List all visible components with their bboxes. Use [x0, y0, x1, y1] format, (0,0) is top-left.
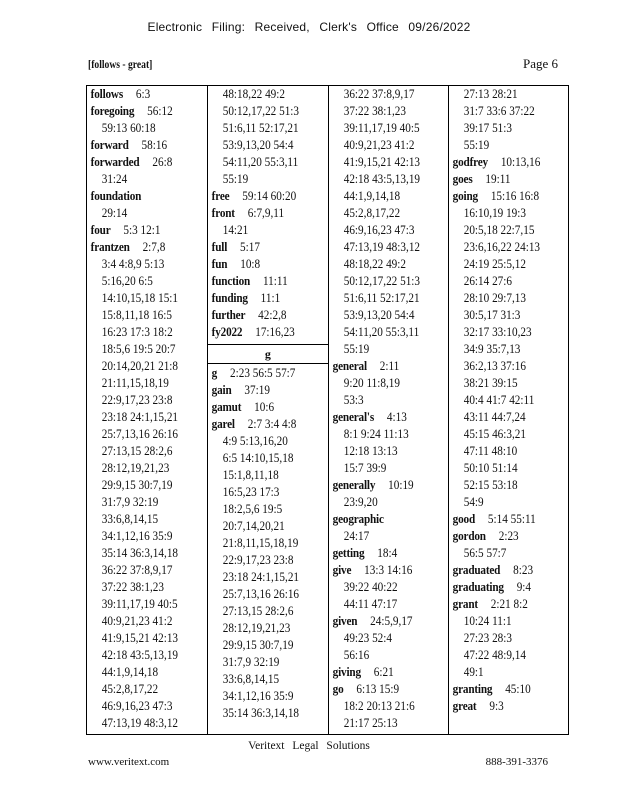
- index-entry: [329, 664, 439, 681]
- index-entry: [449, 681, 559, 698]
- index-references-continued: 44:11 47:17: [343, 597, 397, 611]
- index-references-continued: 6:5 14:10,15,18: [222, 451, 294, 465]
- index-references: 4:13: [386, 410, 407, 424]
- index-references: 5:17: [240, 240, 261, 254]
- index-references-continued: 29:9,15 30:7,19: [101, 478, 173, 492]
- index-references-continued: 33:6,8,14,15: [101, 512, 159, 526]
- index-word: given: [332, 614, 357, 628]
- index-word: fy2022: [211, 325, 243, 339]
- index-references: 26:8: [152, 155, 173, 169]
- index-word: gain: [211, 383, 232, 397]
- index-references-continued: 54:9: [463, 495, 484, 509]
- index-references: 5:14 55:11: [487, 512, 536, 526]
- index-references-continued: 48:18,22 49:2: [343, 257, 406, 271]
- index-entry: [208, 382, 318, 399]
- index-word: great: [452, 699, 477, 713]
- index-references-continued: 24:17: [343, 529, 369, 543]
- index-entry: [208, 324, 318, 341]
- index-word: full: [211, 240, 228, 254]
- index-references-continued: 55:19: [463, 138, 490, 152]
- index-references-continued: 18:2 20:13 21:6: [343, 699, 415, 713]
- index-references-continued: 47:13,19 48:3,12: [343, 240, 420, 254]
- index-references: 56:12: [147, 104, 173, 118]
- index-references-continued: 47:13,19 48:3,12: [101, 716, 179, 730]
- index-references: 18:4: [376, 546, 397, 560]
- index-references-continued: 51:6,11 52:17,21: [343, 291, 420, 305]
- index-references: 11:1: [260, 291, 281, 305]
- index-references-continued: 27:23 28:3: [463, 631, 512, 645]
- index-entry: [329, 511, 439, 528]
- index-word: further: [211, 308, 246, 322]
- index-references-continued: 50:10 51:14: [463, 461, 518, 475]
- index-references-continued: 44:1,9,14,18: [101, 665, 159, 679]
- index-references-continued: 23:18 24:1,15,21: [101, 410, 179, 424]
- index-word: getting: [332, 546, 364, 560]
- index-references: 6:21: [373, 665, 394, 679]
- index-references-continued: 21:8,11,15,18,19: [222, 536, 299, 550]
- index-references: 59:14 60:20: [242, 189, 297, 203]
- index-references-continued: 36:22 37:8,9,17: [101, 563, 173, 577]
- word-index-grid: [86, 85, 569, 735]
- index-word: going: [452, 189, 478, 203]
- index-references-continued: 50:12,17,22 51:3: [222, 104, 300, 118]
- index-references-continued: 54:11,20 55:3,11: [343, 325, 419, 339]
- index-entry: [449, 171, 559, 188]
- index-entry: [87, 103, 198, 120]
- index-entry: [449, 596, 559, 613]
- index-references-continued: 35:14 36:3,14,18: [101, 546, 179, 560]
- index-references-continued: 10:24 11:1: [463, 614, 512, 628]
- index-references-continued: 20:5,18 22:7,15: [463, 223, 535, 237]
- index-entry: [87, 239, 198, 256]
- index-references-continued: 53:3: [343, 393, 364, 407]
- index-references-continued: 3:4 4:8,9 5:13: [101, 257, 165, 271]
- index-references-continued: 31:7,9 32:19: [101, 495, 159, 509]
- index-references-continued: 21:11,15,18,19: [101, 376, 169, 390]
- index-references: 2:23: [498, 529, 519, 543]
- index-references-continued: 29:14: [101, 206, 128, 220]
- index-references-continued: 28:12,19,21,23: [222, 621, 291, 635]
- index-references-continued: 34:9 35:7,13: [463, 342, 521, 356]
- index-references: 6:13 15:9: [355, 682, 399, 696]
- index-entry: [329, 562, 439, 579]
- index-word: general's: [332, 410, 374, 424]
- index-word: front: [211, 206, 236, 220]
- index-references: 2:21 8:2: [490, 597, 528, 611]
- index-references-continued: 33:6,8,14,15: [222, 672, 280, 686]
- index-references: 58:16: [141, 138, 168, 152]
- index-references: 37:19: [244, 383, 271, 397]
- index-references: 10:13,16: [500, 155, 541, 169]
- index-references-continued: 37:22 38:1,23: [101, 580, 165, 594]
- index-word: free: [211, 189, 230, 203]
- index-entry: [208, 239, 318, 256]
- index-references-continued: 14:21: [222, 223, 249, 237]
- index-word: goes: [452, 172, 473, 186]
- index-references: 6:3: [135, 87, 151, 101]
- index-entry: [208, 307, 318, 324]
- index-references-continued: 45:2,8,17,22: [101, 682, 159, 696]
- index-word: foregoing: [90, 104, 135, 118]
- index-references-continued: 20:7,14,20,21: [222, 519, 285, 533]
- index-references-continued: 39:11,17,19 40:5: [343, 121, 420, 135]
- index-entry: [208, 256, 318, 273]
- index-references-continued: 29:9,15 30:7,19: [222, 638, 294, 652]
- index-references-continued: 54:11,20 55:3,11: [222, 155, 299, 169]
- index-references: 42:2,8: [258, 308, 287, 322]
- index-word: godfrey: [452, 155, 488, 169]
- index-column-2: [207, 86, 327, 734]
- index-references-continued: 5:16,20 6:5: [101, 274, 153, 288]
- index-word: function: [211, 274, 251, 288]
- index-references-continued: 22:9,17,23 23:8: [101, 393, 173, 407]
- footer-website: www.veritext.com: [88, 756, 170, 768]
- index-word: graduating: [452, 580, 504, 594]
- index-references: 13:3 14:16: [363, 563, 412, 577]
- index-word: go: [332, 682, 344, 696]
- letter-section-header: g: [208, 344, 327, 364]
- index-references-continued: 4:9 5:13,16,20: [222, 434, 289, 448]
- index-entry: [449, 698, 559, 715]
- index-entry: [449, 579, 559, 596]
- index-references-continued: 36:2,13 37:16: [463, 359, 526, 373]
- index-references-continued: 55:19: [343, 342, 369, 356]
- index-references-continued: 53:9,13,20 54:4: [222, 138, 294, 152]
- index-references-continued: 38:21 39:15: [463, 376, 518, 390]
- index-references-continued: 53:9,13,20 54:4: [343, 308, 414, 322]
- index-word: good: [452, 512, 475, 526]
- index-references-continued: 41:9,15,21 42:13: [343, 155, 420, 169]
- index-references-continued: 21:17 25:13: [343, 716, 398, 730]
- index-entry: [329, 358, 439, 375]
- index-entry: [208, 416, 318, 433]
- index-references: 19:11: [485, 172, 511, 186]
- index-entry: [449, 154, 559, 171]
- index-word: foundation: [90, 189, 142, 203]
- index-references-continued: 42:18 43:5,13,19: [343, 172, 420, 186]
- index-word: granting: [452, 682, 493, 696]
- index-entry: [208, 205, 318, 222]
- index-word: forward: [90, 138, 129, 152]
- index-entry: [329, 545, 439, 562]
- index-word: four: [90, 223, 111, 237]
- index-references-continued: 16:10,19 19:3: [463, 206, 526, 220]
- index-entry: [208, 188, 318, 205]
- index-references-continued: 42:18 43:5,13,19: [101, 648, 179, 662]
- index-references-continued: 16:5,23 17:3: [222, 485, 280, 499]
- index-references-continued: 45:15 46:3,21: [463, 427, 526, 441]
- index-references-continued: 18:5,6 19:5 20:7: [101, 342, 176, 356]
- index-entry: [208, 399, 318, 416]
- index-column-1: [87, 86, 207, 734]
- index-references-continued: 22:9,17,23 23:8: [222, 553, 294, 567]
- index-references-continued: 25:7,13,16 26:16: [101, 427, 179, 441]
- index-references-continued: 25:7,13,16 26:16: [222, 587, 300, 601]
- index-word: funding: [211, 291, 249, 305]
- index-word: fun: [211, 257, 228, 271]
- index-references-continued: 14:10,15,18 15:1: [101, 291, 179, 305]
- footer-phone: 888-391-3376: [485, 756, 548, 768]
- filing-stamp: Electronic Filing: Received, Clerk's Office 09/26/2022: [147, 20, 471, 34]
- index-references-continued: 43:11 44:7,24: [463, 410, 526, 424]
- index-references-continued: 40:9,21,23 41:2: [343, 138, 414, 152]
- index-references-continued: 31:24: [101, 172, 128, 186]
- index-entry: [329, 613, 439, 630]
- index-references-continued: 27:13 28:21: [463, 87, 518, 101]
- index-entry: [208, 365, 318, 382]
- index-references-continued: 47:22 48:9,14: [463, 648, 526, 662]
- index-references: 9:4: [516, 580, 531, 594]
- index-word: general: [332, 359, 367, 373]
- index-entry: [449, 188, 559, 205]
- index-references-continued: 27:13,15 28:2,6: [222, 604, 294, 618]
- index-entry: [449, 511, 559, 528]
- page-number: Page 6: [522, 56, 558, 71]
- index-entry: [449, 528, 559, 545]
- footer-company: Veritext Legal Solutions: [248, 740, 370, 752]
- index-references-continued: 12:18 13:13: [343, 444, 398, 458]
- index-word: g: [211, 366, 218, 380]
- index-references-continued: 45:2,8,17,22: [343, 206, 400, 220]
- index-references-continued: 46:9,16,23 47:3: [343, 223, 414, 237]
- index-references: 15:16 16:8: [490, 189, 539, 203]
- index-entry: [87, 222, 198, 239]
- index-references-continued: 31:7 33:6 37:22: [463, 104, 535, 118]
- index-word: geographic: [332, 512, 384, 526]
- index-references-continued: 39:17 51:3: [463, 121, 512, 135]
- index-references-continued: 28:10 29:7,13: [463, 291, 526, 305]
- index-word: gamut: [211, 400, 242, 414]
- index-references-continued: 23:18 24:1,15,21: [222, 570, 300, 584]
- index-word: gordon: [452, 529, 486, 543]
- index-references-continued: 23:9,20: [343, 495, 378, 509]
- index-references: 10:19: [387, 478, 414, 492]
- index-references-continued: 9:20 11:8,19: [343, 376, 400, 390]
- index-references-continued: 20:14,20,21 21:8: [101, 359, 179, 373]
- index-references-continued: 35:14 36:3,14,18: [222, 706, 300, 720]
- index-word: forwarded: [90, 155, 140, 169]
- index-references-continued: 34:1,12,16 35:9: [222, 689, 294, 703]
- index-references-continued: 27:13,15 28:2,6: [101, 444, 173, 458]
- index-entry: [208, 290, 318, 307]
- index-references-continued: 24:19 25:5,12: [463, 257, 526, 271]
- index-references-continued: 59:13 60:18: [101, 121, 156, 135]
- index-references-continued: 31:7,9 32:19: [222, 655, 280, 669]
- index-references-continued: 48:18,22 49:2: [222, 87, 286, 101]
- index-references: 10:6: [254, 400, 275, 414]
- index-entry: [329, 477, 439, 494]
- index-references-continued: 18:2,5,6 19:5: [222, 502, 283, 516]
- index-entry: [329, 681, 439, 698]
- index-references-continued: 56:5 57:7: [463, 546, 507, 560]
- index-references-continued: 49:1: [463, 665, 484, 679]
- index-references: 45:10: [504, 682, 531, 696]
- index-references-continued: 41:9,15,21 42:13: [101, 631, 179, 645]
- index-references: 11:11: [263, 274, 288, 288]
- index-references-continued: 39:11,17,19 40:5: [101, 597, 178, 611]
- index-references-continued: 40:4 41:7 42:11: [463, 393, 535, 407]
- index-references: 2:7 3:4 4:8: [247, 417, 297, 431]
- index-references-continued: 15:7 39:9: [343, 461, 386, 475]
- index-references-continued: 37:22 38:1,23: [343, 104, 406, 118]
- index-references: 9:3: [489, 699, 504, 713]
- index-references: 2:11: [379, 359, 399, 373]
- index-entry: [449, 562, 559, 579]
- index-references-continued: 28:12,19,21,23: [101, 461, 170, 475]
- index-references-continued: 16:23 17:3 18:2: [101, 325, 173, 339]
- index-references-continued: 44:1,9,14,18: [343, 189, 400, 203]
- index-word: garel: [211, 417, 236, 431]
- index-references-continued: 47:11 48:10: [463, 444, 517, 458]
- index-word: follows: [90, 87, 124, 101]
- index-references-continued: 15:1,8,11,18: [222, 468, 279, 482]
- index-references: 24:5,9,17: [369, 614, 413, 628]
- index-references-continued: 15:8,11,18 16:5: [101, 308, 173, 322]
- index-entry: [208, 273, 318, 290]
- index-references-continued: 23:6,16,22 24:13: [463, 240, 540, 254]
- index-entry: [87, 188, 198, 205]
- index-references: 2:23 56:5 57:7: [230, 366, 296, 380]
- index-column-3: [328, 86, 448, 734]
- index-word: graduated: [452, 563, 500, 577]
- index-references-continued: 30:5,17 31:3: [463, 308, 521, 322]
- index-entry: [87, 86, 198, 103]
- index-word: giving: [332, 665, 361, 679]
- word-range: [follows - great]: [88, 57, 153, 71]
- index-entry: [87, 154, 198, 171]
- index-references: 10:8: [240, 257, 261, 271]
- index-references-continued: 51:6,11 52:17,21: [222, 121, 299, 135]
- index-references-continued: 32:17 33:10,23: [463, 325, 532, 339]
- index-references-continued: 36:22 37:8,9,17: [343, 87, 414, 101]
- index-references-continued: 56:16: [343, 648, 369, 662]
- index-word: give: [332, 563, 351, 577]
- index-references: 17:16,23: [255, 325, 296, 339]
- index-references: 8:23: [512, 563, 533, 577]
- index-word: frantzen: [90, 240, 130, 254]
- index-references-continued: 52:15 53:18: [463, 478, 518, 492]
- index-references-continued: 26:14 27:6: [463, 274, 512, 288]
- index-entry: [329, 409, 439, 426]
- index-references: 5:3 12:1: [123, 223, 161, 237]
- index-references: 6:7,9,11: [247, 206, 285, 220]
- index-references-continued: 34:1,12,16 35:9: [101, 529, 173, 543]
- index-references: 2:7,8: [142, 240, 166, 254]
- index-word: grant: [452, 597, 478, 611]
- index-word: generally: [332, 478, 375, 492]
- index-entry: [87, 137, 198, 154]
- index-references-continued: 40:9,21,23 41:2: [101, 614, 173, 628]
- index-references-continued: 55:19: [222, 172, 249, 186]
- index-references-continued: 46:9,16,23 47:3: [101, 699, 173, 713]
- index-references-continued: 39:22 40:22: [343, 580, 398, 594]
- index-references-continued: 49:23 52:4: [343, 631, 392, 645]
- index-references-continued: 8:1 9:24 11:13: [343, 427, 409, 441]
- index-references-continued: 50:12,17,22 51:3: [343, 274, 420, 288]
- index-column-4: [448, 86, 568, 734]
